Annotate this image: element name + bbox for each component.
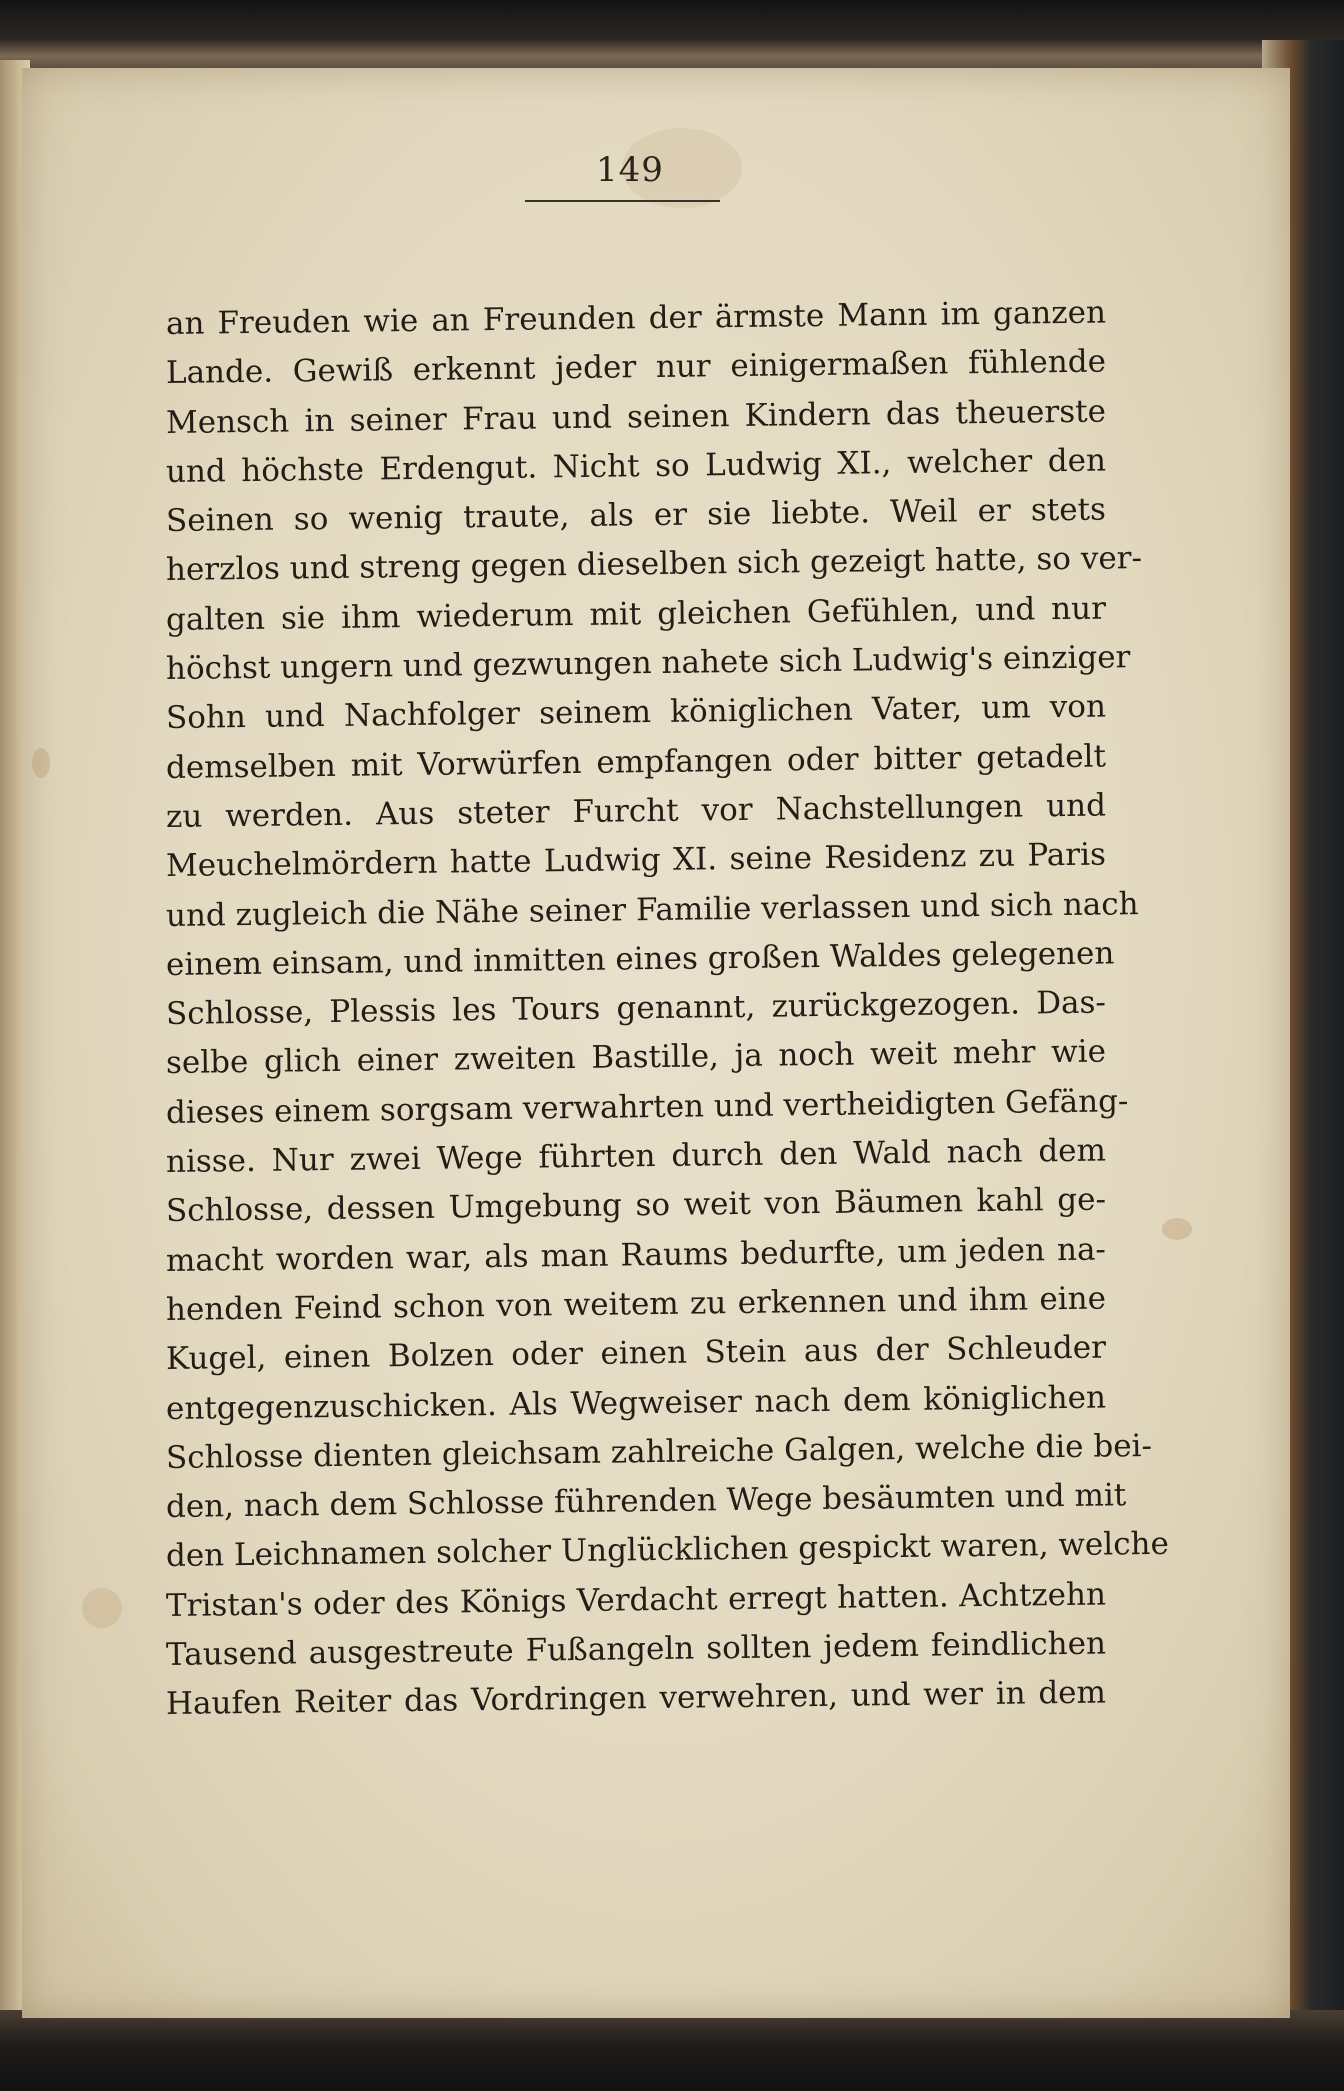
page-number-rule [525,200,720,202]
text-line: den Leichnamen solcher Unglücklichen gespickt waren, welche [165,1526,1170,1575]
text-line: an Freuden wie an Freunden der ärmste Mann im ganzen [165,294,1107,342]
text-line: Tausend ausgestreute Fußangeln sollten jedem feindlichen [165,1625,1107,1674]
book-cover-top-edge [0,0,1344,70]
text-line: Lande. Gewiß erkennt jeder nur einigermaßen fühlende [165,343,1107,392]
text-line: und höchste Erdengut. Nicht so Ludwig XI., welcher den [165,442,1107,490]
text-line: Meuchelmördern hatte Ludwig XI. seine Residenz zu Paris [165,836,1107,885]
text-line: Tristan's oder des Königs Verdacht erregt hatten. Achtzehn [165,1576,1107,1624]
text-line: höchst ungern und gezwungen nahete sich Ludwig's einziger [165,639,1131,688]
text-line: dieses einem sorgsam verwahrten und vertheidigten Gefäng- [165,1082,1129,1131]
text-line: nisse. Nur zwei Wege führten durch den Wald nach dem [165,1132,1107,1181]
foxing-stain [32,748,50,778]
text-line: und zugleich die Nähe seiner Familie verlassen und sich nach [165,885,1139,934]
text-line: zu werden. Aus steter Furcht vor Nachstellungen und [165,787,1107,835]
text-line: Schlosse dienten gleichsam zahlreiche Galgen, welche die bei- [165,1427,1153,1476]
text-line: macht worden war, als man Raums bedurfte, um jeden na- [165,1231,1107,1279]
text-line: galten sie ihm wiederum mit gleichen Gefühlen, und nur [165,590,1107,638]
text-line: Seinen so wenig traute, als er sie liebte. Weil er stets [165,491,1107,540]
text-line: den, nach dem Schlosse führenden Wege besäumten und mit [165,1477,1127,1526]
text-line: Sohn und Nachfolger seinem königlichen Vater, um von [165,688,1107,737]
text-line: einem einsam, und inmitten eines großen Waldes gelegenen [165,935,1115,983]
text-line: herzlos und streng gegen dieselben sich gezeigt hatte, so ver- [165,540,1143,589]
text-line: Mensch in seiner Frau und seinen Kindern das theuerste [165,393,1107,441]
text-line: demselben mit Vorwürfen empfangen oder bitter getadelt [165,738,1107,786]
text-line: entgegenzuschicken. Als Wegweiser nach dem königlichen [165,1379,1107,1427]
foxing-stain [1162,1218,1192,1240]
text-line: Kugel, einen Bolzen oder einen Stein aus der Schleuder [165,1329,1107,1378]
text-line: henden Feind schon von weitem zu erkennen und ihm eine [165,1280,1107,1328]
book-cover-bottom-edge [0,2010,1344,2091]
text-line: selbe glich einer zweiten Bastille, ja noch weit mehr wie [165,1033,1107,1082]
page-number: 149 [596,150,664,190]
foxing-stain [82,1588,122,1628]
body-text [165,294,1170,1730]
text-line: Schlosse, Plessis les Tours genannt, zurückgezogen. Das- [165,984,1107,1033]
text-line: Schlosse, dessen Umgebung so weit von Bäumen kahl ge- [165,1181,1107,1230]
text-line: Haufen Reiter das Vordringen verwehren, und wer in dem [165,1674,1107,1723]
